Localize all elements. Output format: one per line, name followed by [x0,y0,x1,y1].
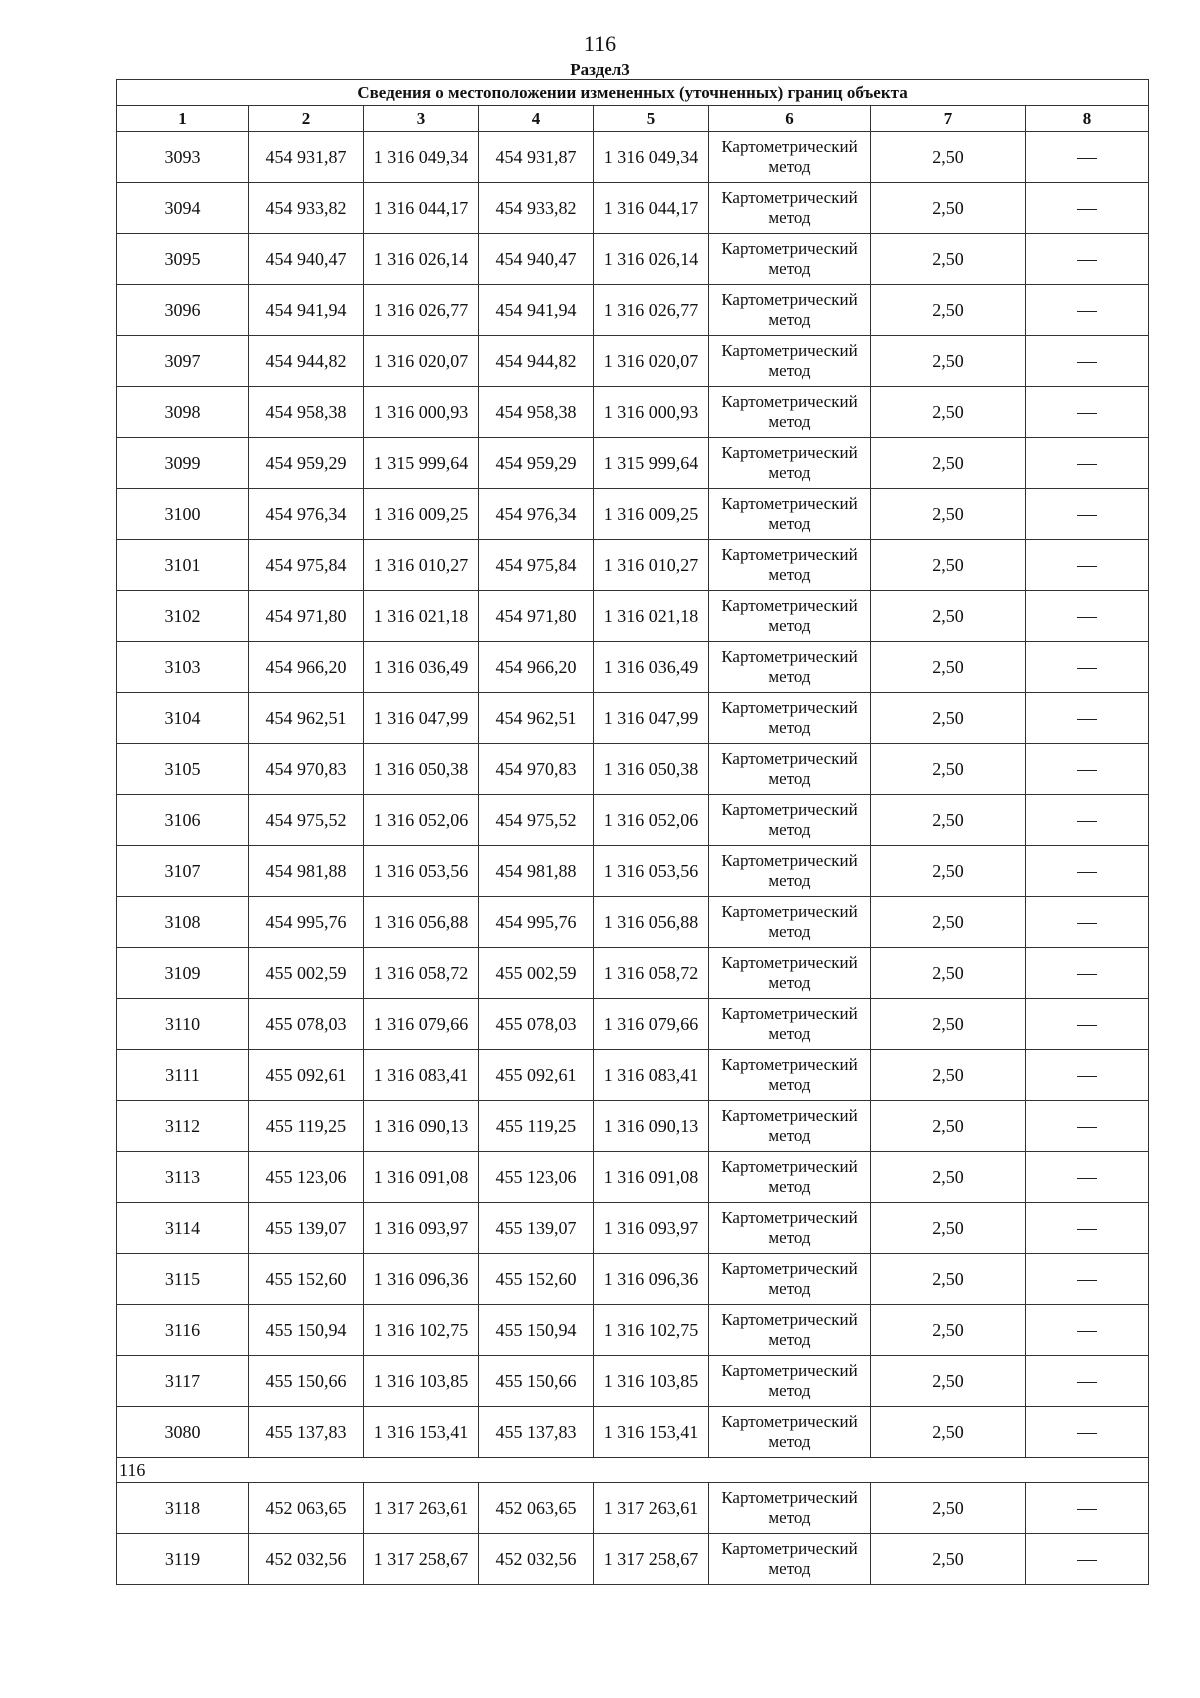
dash-mark [1077,719,1097,720]
coordinate-cell: 454 981,88 [249,846,364,897]
coordinate-cell: 454 976,34 [479,489,594,540]
point-id-cell: 3107 [117,846,249,897]
table-row [117,999,1149,1050]
coordinate-cell: 1 316 053,56 [594,846,709,897]
dash-mark [1077,872,1097,873]
coordinate-cell: 2,50 [871,1203,1026,1254]
method-cell: Картометрический метод [709,336,871,387]
dash-cell [1026,183,1149,234]
coordinate-cell: 1 316 090,13 [364,1101,479,1152]
coordinate-cell: 454 971,80 [479,591,594,642]
coordinate-cell: 1 316 026,14 [364,234,479,285]
coordinate-cell: 1 316 091,08 [594,1152,709,1203]
table-row [117,1356,1149,1407]
method-cell: Картометрический метод [709,285,871,336]
method-cell: Картометрический метод [709,1483,871,1534]
table-row [117,1483,1149,1534]
coordinate-cell: 454 975,52 [479,795,594,846]
coordinate-cell: 1 316 000,93 [364,387,479,438]
coordinate-cell: 1 316 049,34 [594,132,709,183]
method-cell: Картометрический метод [709,1407,871,1458]
coordinate-cell: 2,50 [871,1534,1026,1585]
coordinate-cell: 454 941,94 [249,285,364,336]
dash-cell [1026,795,1149,846]
coordinate-cell: 2,50 [871,1050,1026,1101]
coordinate-cell: 1 316 036,49 [594,642,709,693]
coordinate-cell: 1 316 153,41 [594,1407,709,1458]
coordinate-cell: 455 119,25 [249,1101,364,1152]
coordinate-cell: 454 970,83 [249,744,364,795]
method-cell: Картометрический метод [709,183,871,234]
point-id-cell: 3099 [117,438,249,489]
point-id-cell: 3113 [117,1152,249,1203]
dash-mark [1077,923,1097,924]
coordinate-cell: 2,50 [871,1101,1026,1152]
coordinate-cell: 455 137,83 [249,1407,364,1458]
dash-cell [1026,846,1149,897]
coordinate-cell: 1 316 102,75 [594,1305,709,1356]
coordinate-cell: 454 975,84 [249,540,364,591]
coordinate-cell: 1 316 102,75 [364,1305,479,1356]
dash-mark [1077,1178,1097,1179]
dash-mark [1077,1127,1097,1128]
dash-mark [1077,1560,1097,1561]
method-cell: Картометрический метод [709,591,871,642]
coordinate-cell: 454 933,82 [479,183,594,234]
coordinate-cell: 2,50 [871,1356,1026,1407]
coordinate-cell: 1 316 052,06 [594,795,709,846]
coordinate-cell: 1 316 049,34 [364,132,479,183]
coordinate-cell: 1 316 050,38 [364,744,479,795]
method-cell: Картометрический метод [709,897,871,948]
dash-mark [1077,821,1097,822]
method-cell: Картометрический метод [709,1534,871,1585]
coordinate-cell: 454 941,94 [479,285,594,336]
table-row [117,795,1149,846]
coordinate-cell: 2,50 [871,591,1026,642]
method-cell: Картометрический метод [709,1050,871,1101]
point-id-cell: 3106 [117,795,249,846]
column-header-row [117,106,1149,132]
coordinate-cell: 454 962,51 [479,693,594,744]
dash-mark [1077,1382,1097,1383]
dash-cell [1026,693,1149,744]
column-header: 2 [249,106,364,132]
coordinate-cell: 2,50 [871,846,1026,897]
coordinate-cell: 1 316 079,66 [364,999,479,1050]
method-cell: Картометрический метод [709,1152,871,1203]
coordinate-cell: 2,50 [871,999,1026,1050]
coordinate-cell: 2,50 [871,1483,1026,1534]
coordinate-cell: 455 150,94 [479,1305,594,1356]
coordinate-cell: 1 316 044,17 [594,183,709,234]
dash-cell [1026,1407,1149,1458]
point-id-cell: 3117 [117,1356,249,1407]
coordinate-cell: 2,50 [871,1407,1026,1458]
coordinate-cell: 2,50 [871,1305,1026,1356]
coordinate-cell: 1 316 058,72 [364,948,479,999]
coordinate-cell: 455 119,25 [479,1101,594,1152]
dash-mark [1077,1025,1097,1026]
coordinate-cell: 455 078,03 [249,999,364,1050]
point-id-cell: 3119 [117,1534,249,1585]
coordinate-cell: 454 975,52 [249,795,364,846]
dash-cell [1026,897,1149,948]
table-row [117,744,1149,795]
method-cell: Картометрический метод [709,1356,871,1407]
method-cell: Картометрический метод [709,387,871,438]
point-id-cell: 3114 [117,1203,249,1254]
table-row [117,642,1149,693]
point-id-cell: 3080 [117,1407,249,1458]
column-header: 3 [364,106,479,132]
coordinate-cell: 1 316 000,93 [594,387,709,438]
coordinate-cell: 455 002,59 [479,948,594,999]
dash-cell [1026,642,1149,693]
method-cell: Картометрический метод [709,1203,871,1254]
coordinate-cell: 452 032,56 [479,1534,594,1585]
coordinate-cell: 454 959,29 [479,438,594,489]
dash-cell [1026,285,1149,336]
column-header: 1 [117,106,249,132]
coordinate-cell: 455 139,07 [479,1203,594,1254]
dash-cell [1026,336,1149,387]
coordinate-cell: 1 316 096,36 [364,1254,479,1305]
coordinate-cell: 2,50 [871,183,1026,234]
coordinate-cell: 1 317 263,61 [364,1483,479,1534]
coordinate-cell: 455 092,61 [249,1050,364,1101]
coordinate-cell: 1 316 056,88 [594,897,709,948]
coordinate-cell: 1 316 103,85 [594,1356,709,1407]
boundary-table [116,79,1149,1585]
coordinate-cell: 455 152,60 [479,1254,594,1305]
table-row [117,489,1149,540]
coordinate-cell: 1 316 153,41 [364,1407,479,1458]
column-header: 5 [594,106,709,132]
coordinate-cell: 1 316 052,06 [364,795,479,846]
method-cell: Картометрический метод [709,438,871,489]
coordinate-cell: 2,50 [871,1152,1026,1203]
table-row [117,1305,1149,1356]
method-cell: Картометрический метод [709,693,871,744]
dash-mark [1077,770,1097,771]
coordinate-cell: 454 940,47 [249,234,364,285]
table-row [117,132,1149,183]
dash-cell [1026,438,1149,489]
group-row [117,1458,1149,1483]
coordinate-cell: 452 032,56 [249,1534,364,1585]
table-row [117,1203,1149,1254]
coordinate-cell: 1 316 010,27 [364,540,479,591]
coordinate-cell: 455 137,83 [479,1407,594,1458]
point-id-cell: 3112 [117,1101,249,1152]
coordinate-cell: 1 316 083,41 [594,1050,709,1101]
dash-cell [1026,234,1149,285]
coordinate-cell: 1 317 258,67 [364,1534,479,1585]
coordinate-cell: 1 317 263,61 [594,1483,709,1534]
point-id-cell: 3109 [117,948,249,999]
dash-mark [1077,158,1097,159]
coordinate-cell: 1 316 036,49 [364,642,479,693]
dash-mark [1077,668,1097,669]
point-id-cell: 3111 [117,1050,249,1101]
dash-cell [1026,1050,1149,1101]
section-title: Раздел3 [570,60,630,79]
dash-mark [1077,209,1097,210]
table-body [117,132,1149,1458]
dash-mark [1077,260,1097,261]
coordinate-cell: 1 316 026,14 [594,234,709,285]
point-id-cell: 3105 [117,744,249,795]
point-id-cell: 3103 [117,642,249,693]
dash-cell [1026,132,1149,183]
coordinate-cell: 2,50 [871,744,1026,795]
coordinate-cell: 1 316 026,77 [364,285,479,336]
dash-cell [1026,1483,1149,1534]
dash-mark [1077,566,1097,567]
coordinate-cell: 455 150,94 [249,1305,364,1356]
point-id-cell: 3098 [117,387,249,438]
point-id-cell: 3102 [117,591,249,642]
coordinate-cell: 454 944,82 [479,336,594,387]
table-row [117,1254,1149,1305]
point-id-cell: 3104 [117,693,249,744]
coordinate-cell: 1 316 056,88 [364,897,479,948]
coordinate-cell: 1 315 999,64 [364,438,479,489]
coordinate-cell: 2,50 [871,132,1026,183]
coordinate-cell: 2,50 [871,234,1026,285]
dash-mark [1077,1229,1097,1230]
coordinate-cell: 1 316 020,07 [594,336,709,387]
coordinate-cell: 1 316 009,25 [364,489,479,540]
coordinate-cell: 1 316 026,77 [594,285,709,336]
coordinate-cell: 455 150,66 [479,1356,594,1407]
coordinate-cell: 1 315 999,64 [594,438,709,489]
coordinate-cell: 454 940,47 [479,234,594,285]
coordinate-cell: 454 944,82 [249,336,364,387]
coordinate-cell: 1 316 083,41 [364,1050,479,1101]
column-header: 7 [871,106,1026,132]
dash-mark [1077,413,1097,414]
coordinate-cell: 454 931,87 [479,132,594,183]
coordinate-cell: 452 063,65 [479,1483,594,1534]
coordinate-cell: 454 966,20 [479,642,594,693]
method-cell: Картометрический метод [709,1101,871,1152]
table-row [117,540,1149,591]
table-row [117,591,1149,642]
coordinate-cell: 2,50 [871,642,1026,693]
table-row [117,1407,1149,1458]
coordinate-cell: 455 123,06 [479,1152,594,1203]
coordinate-cell: 2,50 [871,693,1026,744]
coordinate-cell: 2,50 [871,795,1026,846]
coordinate-cell: 454 975,84 [479,540,594,591]
coordinate-cell: 1 316 010,27 [594,540,709,591]
page-number: 116 [583,31,617,56]
table-row [117,285,1149,336]
coordinate-cell: 454 966,20 [249,642,364,693]
coordinate-cell: 1 316 047,99 [364,693,479,744]
dash-mark [1077,1280,1097,1281]
dash-cell [1026,948,1149,999]
group-label: 116 [117,1458,1149,1483]
point-id-cell: 3110 [117,999,249,1050]
table-row [117,387,1149,438]
method-cell: Картометрический метод [709,540,871,591]
coordinate-cell: 2,50 [871,489,1026,540]
coordinate-cell: 1 316 021,18 [364,591,479,642]
coordinate-cell: 454 971,80 [249,591,364,642]
table-body-after [117,1483,1149,1585]
point-id-cell: 3116 [117,1305,249,1356]
coordinate-cell: 1 316 021,18 [594,591,709,642]
table-row [117,183,1149,234]
coordinate-cell: 1 316 050,38 [594,744,709,795]
table-row [117,897,1149,948]
coordinate-cell: 1 316 047,99 [594,693,709,744]
coordinate-cell: 454 958,38 [479,387,594,438]
coordinate-cell: 2,50 [871,387,1026,438]
dash-cell [1026,591,1149,642]
coordinate-cell: 454 933,82 [249,183,364,234]
dash-cell [1026,1152,1149,1203]
coordinate-cell: 2,50 [871,1254,1026,1305]
dash-mark [1077,1331,1097,1332]
coordinate-cell: 454 959,29 [249,438,364,489]
point-id-cell: 3097 [117,336,249,387]
coordinate-cell: 454 995,76 [249,897,364,948]
dash-cell [1026,540,1149,591]
coordinate-cell: 1 316 053,56 [364,846,479,897]
method-cell: Картометрический метод [709,744,871,795]
dash-cell [1026,1101,1149,1152]
point-id-cell: 3093 [117,132,249,183]
method-cell: Картометрический метод [709,234,871,285]
coordinate-cell: 1 316 093,97 [594,1203,709,1254]
table-row [117,438,1149,489]
table-title-row [117,80,1149,106]
coordinate-cell: 455 092,61 [479,1050,594,1101]
table-row [117,1534,1149,1585]
point-id-cell: 3101 [117,540,249,591]
table-row [117,948,1149,999]
dash-cell [1026,744,1149,795]
coordinate-cell: 2,50 [871,336,1026,387]
method-cell: Картометрический метод [709,132,871,183]
coordinate-cell: 2,50 [871,540,1026,591]
column-header: 6 [709,106,871,132]
coordinate-cell: 1 316 044,17 [364,183,479,234]
method-cell: Картометрический метод [709,489,871,540]
point-id-cell: 3095 [117,234,249,285]
table-row [117,846,1149,897]
table-row [117,693,1149,744]
coordinate-cell: 1 316 103,85 [364,1356,479,1407]
dash-mark [1077,1433,1097,1434]
dash-cell [1026,1203,1149,1254]
coordinate-cell: 454 962,51 [249,693,364,744]
coordinate-cell: 454 995,76 [479,897,594,948]
dash-mark [1077,362,1097,363]
table-row [117,1050,1149,1101]
method-cell: Картометрический метод [709,999,871,1050]
dash-cell [1026,489,1149,540]
coordinate-cell: 1 317 258,67 [594,1534,709,1585]
dash-mark [1077,617,1097,618]
coordinate-cell: 1 316 090,13 [594,1101,709,1152]
point-id-cell: 3115 [117,1254,249,1305]
method-cell: Картометрический метод [709,948,871,999]
coordinate-cell: 454 958,38 [249,387,364,438]
dash-cell [1026,999,1149,1050]
table-row [117,1152,1149,1203]
dash-mark [1077,515,1097,516]
table-row [117,336,1149,387]
dash-cell [1026,387,1149,438]
method-cell: Картометрический метод [709,795,871,846]
point-id-cell: 3096 [117,285,249,336]
point-id-cell: 3108 [117,897,249,948]
column-header: 8 [1026,106,1149,132]
coordinate-cell: 455 150,66 [249,1356,364,1407]
method-cell: Картометрический метод [709,846,871,897]
group-section [117,1458,1149,1483]
dash-cell [1026,1356,1149,1407]
coordinate-cell: 454 970,83 [479,744,594,795]
coordinate-cell: 2,50 [871,948,1026,999]
point-id-cell: 3094 [117,183,249,234]
method-cell: Картометрический метод [709,1254,871,1305]
dash-cell [1026,1254,1149,1305]
table-row [117,234,1149,285]
dash-cell [1026,1305,1149,1356]
coordinate-cell: 1 316 079,66 [594,999,709,1050]
table-row [117,1101,1149,1152]
method-cell: Картометрический метод [709,1305,871,1356]
coordinate-cell: 2,50 [871,897,1026,948]
coordinate-cell: 455 152,60 [249,1254,364,1305]
dash-mark [1077,1509,1097,1510]
coordinate-cell: 1 316 096,36 [594,1254,709,1305]
point-id-cell: 3100 [117,489,249,540]
coordinate-cell: 1 316 091,08 [364,1152,479,1203]
dash-mark [1077,974,1097,975]
coordinate-cell: 455 078,03 [479,999,594,1050]
coordinate-cell: 455 002,59 [249,948,364,999]
coordinate-cell: 1 316 020,07 [364,336,479,387]
coordinate-cell: 1 316 009,25 [594,489,709,540]
coordinate-cell: 455 123,06 [249,1152,364,1203]
coordinate-cell: 2,50 [871,438,1026,489]
dash-cell [1026,1534,1149,1585]
coordinate-cell: 1 316 058,72 [594,948,709,999]
coordinate-cell: 452 063,65 [249,1483,364,1534]
column-header: 4 [479,106,594,132]
dash-mark [1077,311,1097,312]
coordinate-cell: 455 139,07 [249,1203,364,1254]
coordinate-cell: 454 976,34 [249,489,364,540]
coordinate-cell: 454 931,87 [249,132,364,183]
dash-mark [1077,464,1097,465]
dash-mark [1077,1076,1097,1077]
coordinate-cell: 2,50 [871,285,1026,336]
coordinate-cell: 1 316 093,97 [364,1203,479,1254]
coordinate-cell: 454 981,88 [479,846,594,897]
table-title: Сведения о местоположении измененных (уточненных) границ объекта [117,80,1149,106]
method-cell: Картометрический метод [709,642,871,693]
point-id-cell: 3118 [117,1483,249,1534]
